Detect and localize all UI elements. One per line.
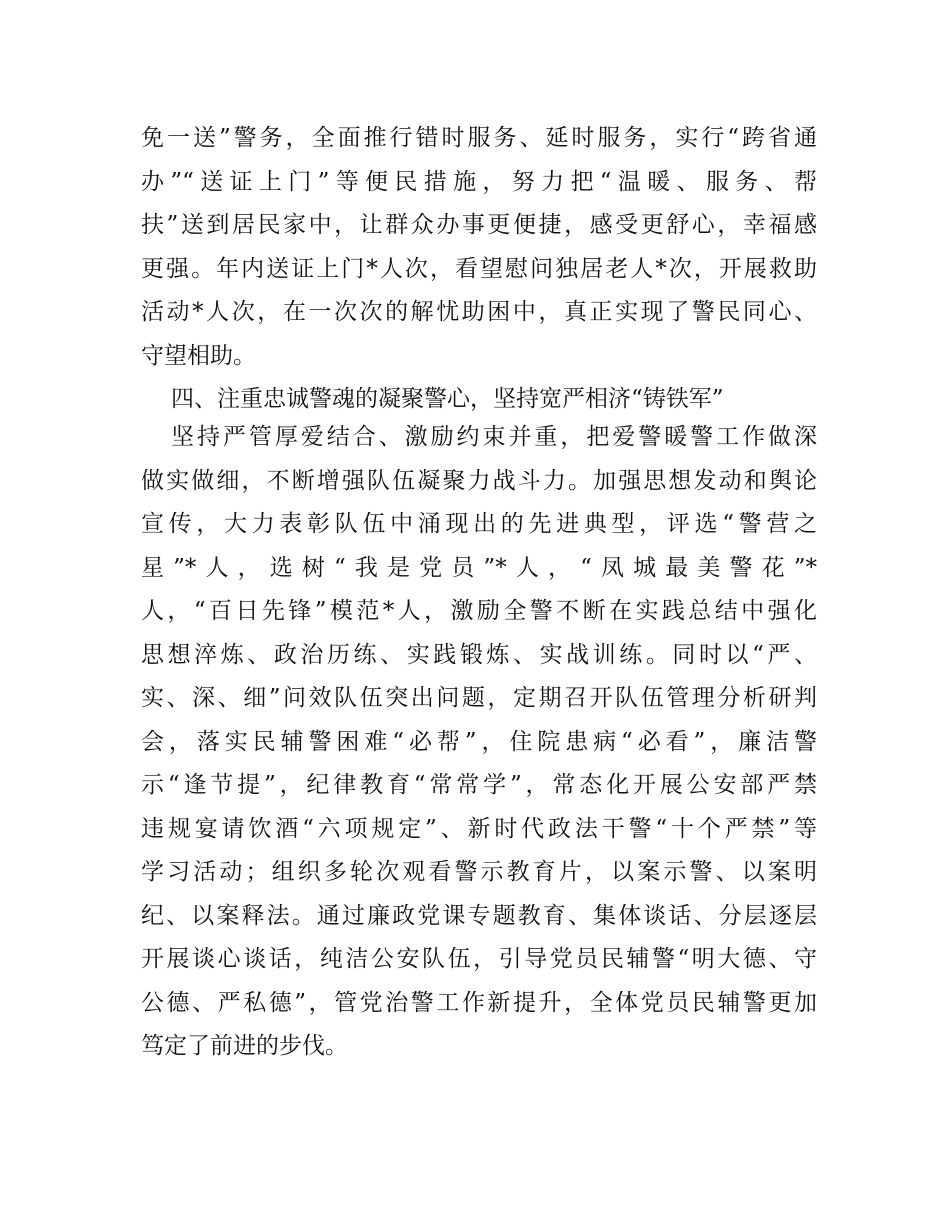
paragraph-line: 人，“百日先锋”模范*人，激励全警不断在实践总结中强化 [141,598,817,624]
paragraph-line: 星”*人，选树“我是党员”*人，“凤城最美警花”* [141,554,817,581]
paragraph-line: 做实做细，不断增强队伍凝聚力战斗力。加强思想发动和舆论 [141,467,817,494]
paragraph-line: 开展谈心谈话，纯洁公安队伍，引导党员民辅警“明大德、守 [141,946,817,972]
paragraph-line: 活动*人次，在一次次的解忧助困中，真正实现了警民同心、 [141,299,817,325]
paragraph-line: 更强。年内送证上门*人次，看望慰问独居老人*次，开展救助 [141,255,817,282]
paragraph-line: 免一送”警务，全面推行错时服务、延时服务，实行“跨省通 [141,125,817,151]
paragraph-line: 示“逢节提”，纪律教育“常常学”，常态化开展公安部严禁 [141,772,817,798]
paragraph-line: 守望相助。 [141,342,256,369]
section-heading-text: 四、注重忠诚警魂的凝聚警心，坚持宽严相济“铸铁军” [171,386,724,412]
paragraph-line: 违规宴请饮酒“六项规定”、新时代政法干警“十个严禁”等 [141,815,817,842]
paragraph-1 [141,117,817,378]
paragraph-line: 笃定了前进的步伐。 [141,1033,348,1059]
paragraph-line: 扶”送到居民家中，让群众办事更便捷，感受更舒心，幸福感 [141,212,817,238]
paragraph-2 [141,416,817,1069]
paragraph-line: 实、深、细”问效队伍突出问题，定期召开队伍管理分析研判 [141,685,817,711]
paragraph-line: 办”“送证上门”等便民措施，努力把“温暖、服务、帮 [141,168,817,195]
paragraph-line: 公德、严私德”，管党治警工作新提升，全体党员民辅警更加 [141,989,817,1016]
paragraph-line: 坚持严管厚爱结合、激励约束并重，把爱警暖警工作做深 [171,424,817,450]
section-heading [141,378,817,422]
paragraph-line: 宣传，大力表彰队伍中涌现出的先进典型，评选“警营之 [141,511,817,537]
paragraph-line: 会，落实民辅警困难“必帮”，住院患病“必看”，廉洁警 [141,728,817,755]
paragraph-line: 思想淬炼、政治历练、实践锻炼、实战训练。同时以“严、 [141,641,817,668]
paragraph-line: 纪、以案释法。通过廉政党课专题教育、集体谈话、分层逐层 [141,902,817,929]
paragraph-line: 学习活动；组织多轮次观看警示教育片，以案示警、以案明 [141,859,817,885]
